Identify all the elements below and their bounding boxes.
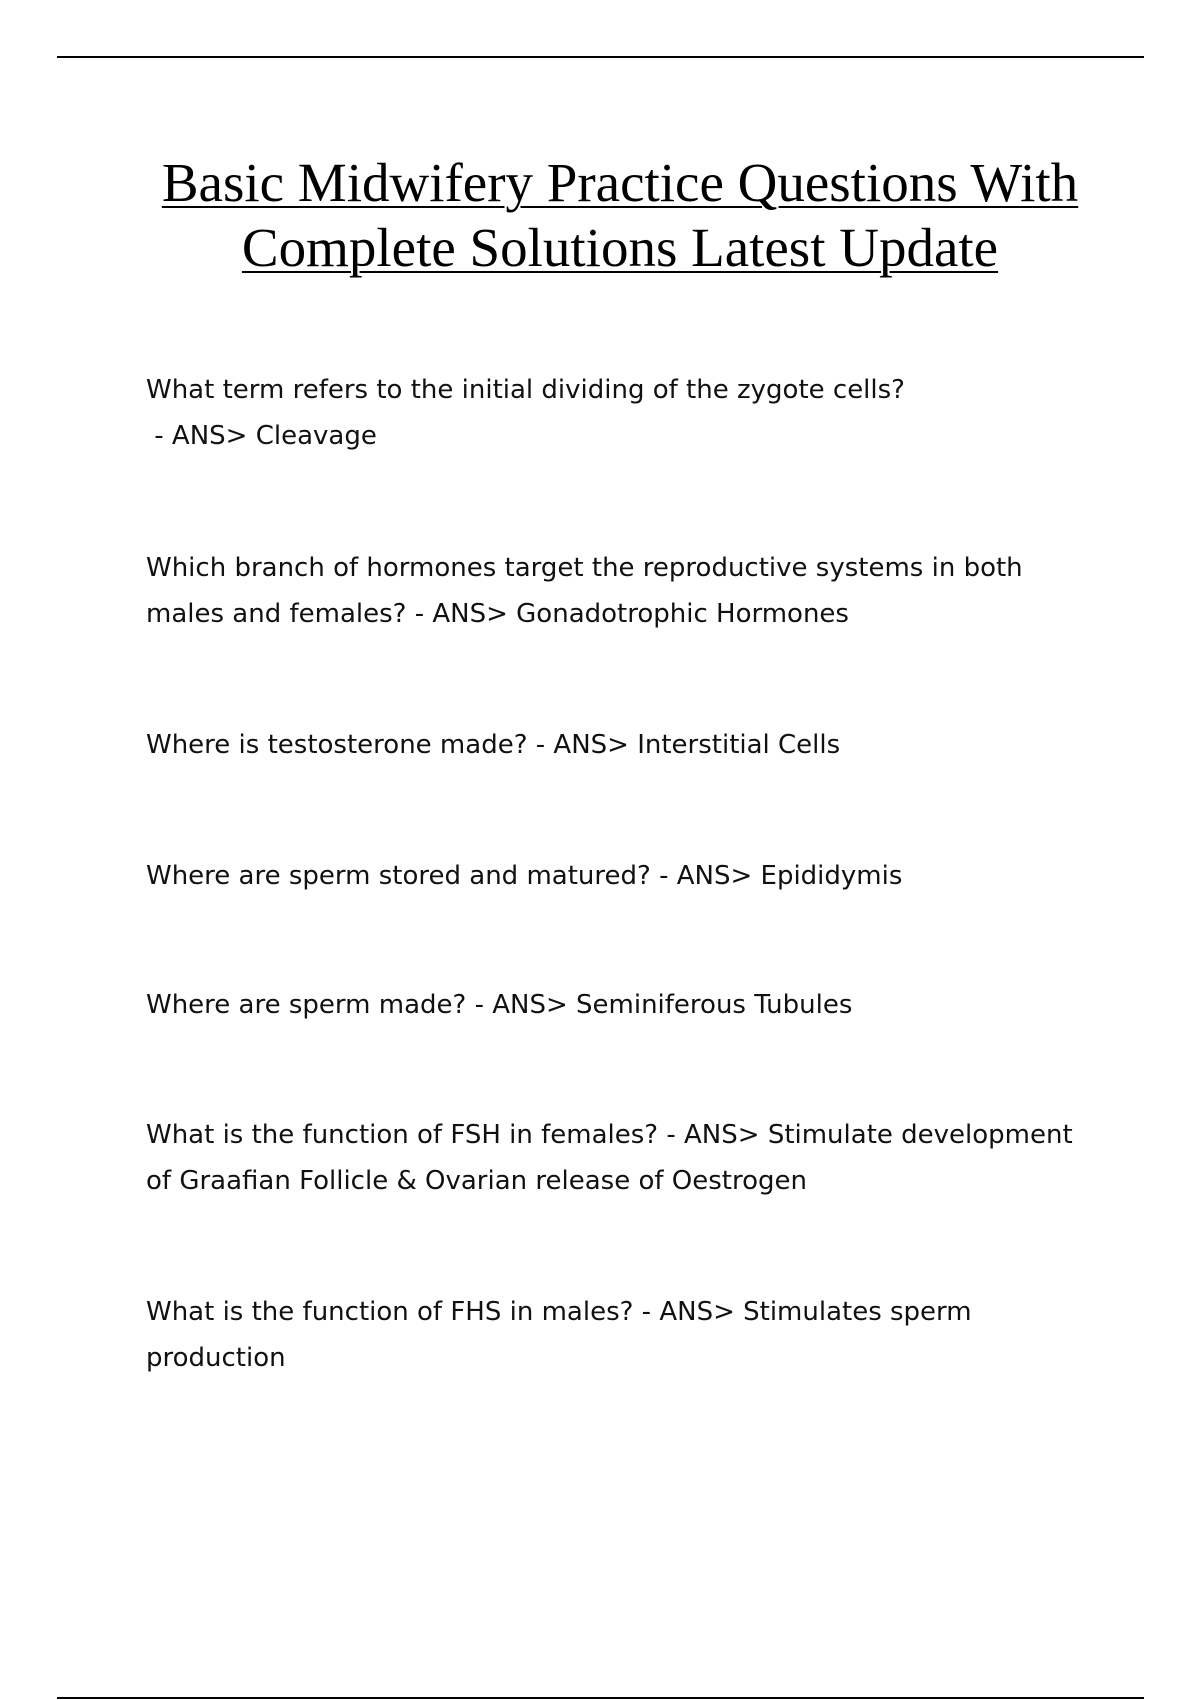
qa-item-7 <box>146 1289 1086 1381</box>
answer-separator: - ANS> <box>633 1297 744 1327</box>
qa-item-6 <box>146 1112 1086 1204</box>
answer-separator: - ANS> <box>527 730 638 760</box>
qa-item-2 <box>146 545 1086 637</box>
answer: Gonadotrophic Hormones <box>516 599 849 629</box>
answer-separator: - ANS> <box>406 599 517 629</box>
question: Which branch of hormones target the reproductive systems in both males and females? <box>146 553 1023 629</box>
title-line-1: Basic Midwifery Practice Questions With <box>161 152 1079 213</box>
answer: Seminiferous Tubules <box>576 990 853 1020</box>
qa-item-1 <box>146 367 1086 459</box>
answer-separator: - ANS> <box>466 990 577 1020</box>
bottom-rule <box>57 1697 1144 1699</box>
page-title <box>100 150 1140 280</box>
question: What term refers to the initial dividing of the zygote cells? <box>146 375 905 405</box>
question: Where are sperm made? <box>146 990 467 1020</box>
question: Where are sperm stored and matured? <box>146 861 651 891</box>
top-rule <box>57 56 1144 58</box>
answer-separator: - ANS> <box>650 861 761 891</box>
answer-separator: - ANS> <box>146 421 256 451</box>
answer: Stimulate development of Graafian Follicle & Ovarian release of Oestrogen <box>146 1120 1073 1196</box>
answer: Interstitial Cells <box>637 730 841 760</box>
answer: Cleavage <box>255 421 377 451</box>
answer: Stimulates sperm production <box>146 1297 972 1373</box>
question: Where is testosterone made? <box>146 730 528 760</box>
qa-item-5 <box>146 982 1086 1028</box>
question: What is the function of FSH in females? <box>146 1120 659 1150</box>
qa-item-4 <box>146 853 1086 899</box>
qa-item-3 <box>146 722 1086 768</box>
answer: Epididymis <box>760 861 903 891</box>
answer-separator: - ANS> <box>658 1120 768 1150</box>
title-line-2: Complete Solutions Latest Update <box>241 217 999 278</box>
question: What is the function of FHS in males? <box>146 1297 634 1327</box>
